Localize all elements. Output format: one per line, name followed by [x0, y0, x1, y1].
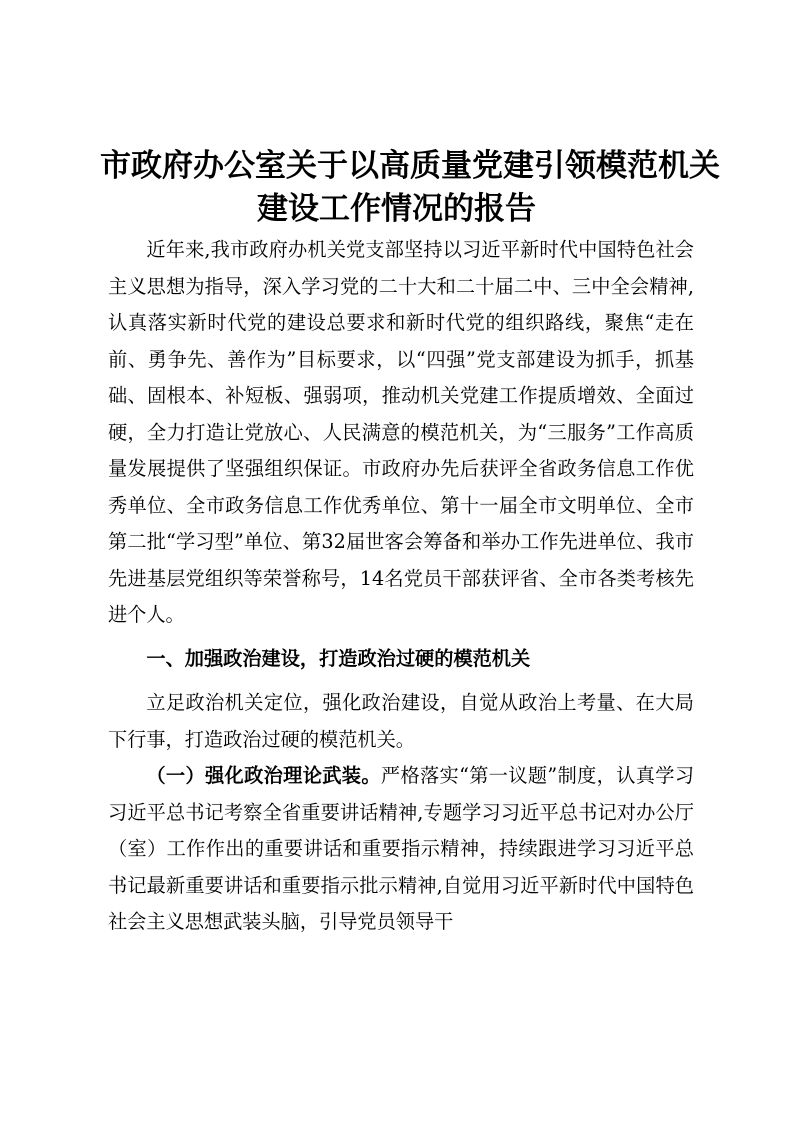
section-1-paragraph: 立足政治机关定位，强化政治建设，自觉从政治上考量、在大局下行事，打造政治过硬的模范机关。	[108, 691, 694, 751]
subsection-1-paragraph	[108, 758, 694, 941]
document-title-line-2: 建设工作情况的报告	[257, 191, 536, 227]
document-title-line-1: 市政府办公室关于以高质量党建引领模范机关	[100, 148, 720, 184]
subsection-1-lead: （一）强化政治理论武装。	[146, 764, 381, 787]
subsection-1-text: 严格落实“第一议题”制度，认真学习习近平总书记考察全省重要讲话精神,专题学习习近平总书记对办公厅（室）工作作出的重要讲话和重要指示精神，持续跟进学习习近平总书记最新重要讲话和重要指示批示精神,自觉用习近平新时代中国特色社会主义思想武装头脑，引导党员领导干	[108, 764, 695, 933]
section-1-heading: 一、加强政治建设，打造政治过硬的模范机关	[146, 647, 531, 670]
intro-paragraph: 近年来,我市政府办机关党支部坚持以习近平新时代中国特色社会主义思想为指导，深入学习党的二十大和二十届二中、三中全会精神,认真落实新时代党的建设总要求和新时代党的组织路线，聚焦“走在前、勇争先、善作为”目标要求，以“四强”党支部建设为抓手，抓基础、固根本、补短板、强弱项，推动机关党建工作提质增效、全面过硬，全力打造让党放心、人民满意的模范机关，为“三服务”工作高质量发展提供了坚强组织保证。市政府办先后获评全省政务信息工作优秀单位、全市政务信息工作优秀单位、第十一届全市文明单位、全市第二批“学习型”单位、第32届世客会筹备和举办工作先进单位、我市先进基层党组织等荣誉称号，14名党员干部获评省、全市各类考核先进个人。	[108, 238, 694, 626]
